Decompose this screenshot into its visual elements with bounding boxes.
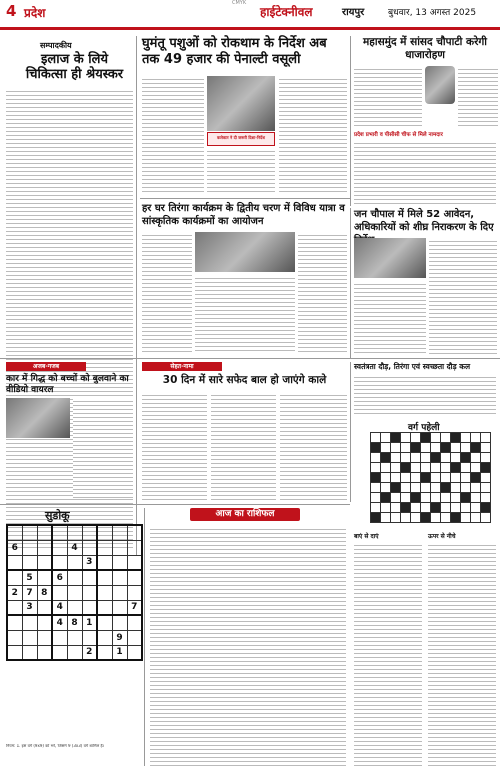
sudoku-cell[interactable] [7,615,22,630]
mahasamund-body-2 [458,66,498,128]
sudoku-cell[interactable]: 4 [67,540,82,555]
sudoku-cell[interactable]: 7 [22,585,37,600]
row-divider [0,504,350,505]
sudoku-cell[interactable] [97,645,112,660]
crossword-clues-across [354,542,422,766]
sudoku-cell[interactable] [112,525,127,540]
sudoku-cell[interactable]: 6 [7,540,22,555]
sehat-body-1 [142,392,207,500]
sudoku-cell[interactable] [112,615,127,630]
sudoku-cell[interactable] [22,540,37,555]
sudoku-cell[interactable] [37,630,52,645]
sudoku-cell[interactable] [127,615,142,630]
sudoku-cell[interactable] [127,630,142,645]
sudoku-cell[interactable] [97,570,112,585]
sudoku-cell[interactable] [37,615,52,630]
sudoku-cell[interactable] [82,570,97,585]
mahasamund-body [354,66,422,128]
sudoku-cell[interactable]: 5 [22,570,37,585]
sudoku-cell[interactable] [67,645,82,660]
sudoku-cell[interactable] [112,540,127,555]
sudoku-cell[interactable] [82,540,97,555]
sudoku-cell[interactable] [37,555,52,570]
ajab-body-2 [6,440,70,498]
lead-photo [207,76,275,131]
sudoku-cell[interactable] [82,600,97,615]
sudoku-cell[interactable] [97,525,112,540]
sudoku-cell[interactable] [22,615,37,630]
sudoku-cell[interactable] [82,585,97,600]
column-divider [144,508,145,766]
sudoku-cell[interactable] [52,555,67,570]
sudoku-cell[interactable] [37,540,52,555]
sudoku-cell[interactable] [7,555,22,570]
sudoku-cell[interactable]: 8 [37,585,52,600]
crossword-grid[interactable] [370,432,491,523]
sudoku-cell[interactable] [67,600,82,615]
sudoku-cell[interactable] [52,525,67,540]
sudoku-cell[interactable]: 4 [52,600,67,615]
city: रायपुर [342,7,365,18]
lead-body-3 [279,76,347,194]
sudoku-cell[interactable]: 9 [112,630,127,645]
lead-title: घुमंतू पशुओं को रोकथाम के निर्देश अब तक 49 हजार की पेनाल्टी वसूली [142,36,327,67]
sudoku-cell[interactable] [67,585,82,600]
sudoku-cell[interactable] [67,555,82,570]
sudoku-cell[interactable] [67,570,82,585]
janchaupal-photo [354,238,426,278]
sudoku-cell[interactable]: 1 [112,645,127,660]
swatantrata-body [354,374,496,416]
column-divider [350,208,351,358]
rashifal-title: आज का राशिफल [190,508,300,521]
janchaupal-body-2 [354,281,426,354]
sudoku-cell[interactable]: 4 [52,615,67,630]
tiranga-body-3 [298,232,347,354]
sudoku-cell[interactable] [97,600,112,615]
portrait-photo [425,66,455,104]
sudoku-cell[interactable] [127,585,142,600]
sudoku-cell[interactable] [67,630,82,645]
sudoku-cell[interactable] [127,570,142,585]
lead-body-1 [142,76,204,194]
sudoku-cell[interactable] [52,630,67,645]
crossword-title: वर्ग पहेली [408,423,440,433]
row-divider [140,198,350,199]
sudoku-cell[interactable] [52,645,67,660]
cmyk-mark: CMYK [232,0,247,6]
sehat-label: सेहत-नामा [142,362,222,371]
crossword-across-label: बाएं से दाएं [354,533,379,540]
crossword-down-label: ऊपर से नीचे [428,533,456,540]
swatantrata-title: स्वतंत्रता दौड़, तिरंगा एवं स्वच्छता दौड़ कल [354,362,471,371]
sudoku-grid[interactable] [6,524,143,661]
janchaupal-body-1 [429,238,497,354]
sudoku-cell[interactable] [37,570,52,585]
sehat-body-3 [280,392,347,500]
sudoku-cell[interactable] [112,585,127,600]
sudoku-cell[interactable] [22,525,37,540]
sudoku-cell[interactable] [37,525,52,540]
sehat-title: 30 दिन में सारे सफेद बाल हो जाएंगे काले [162,374,327,386]
sudoku-cell[interactable] [7,600,22,615]
masthead: हाईटेक्नीवल [260,5,313,19]
sudoku-cell[interactable] [112,570,127,585]
sudoku-cell[interactable] [7,645,22,660]
sudoku-cell[interactable]: 8 [67,615,82,630]
column-divider [136,362,137,502]
sudoku-cell[interactable] [127,555,142,570]
ajab-photo [6,398,70,438]
sudoku-note: नियम: 1. इस वर्ग (9x9) को भरें, जिसमें 9 (3x3) वर्ग शामिल हैं। [6,744,105,748]
editorial-label: सम्पादकीय [40,41,72,50]
row-divider [0,358,500,359]
sudoku-cell[interactable] [112,555,127,570]
sudoku-cell[interactable] [22,555,37,570]
ajab-body-1 [73,398,133,498]
sudoku-cell[interactable] [127,540,142,555]
janchaupal-title: जन चौपाल में मिले 52 आवेदन, अधिकारियों को शीघ्र निराकरण के दिए [354,209,494,233]
date: बुधवार, 13 अगस्त 2025 [388,8,477,18]
tiranga-photo [195,232,295,272]
sudoku-cell[interactable]: 2 [82,645,97,660]
sudoku-cell[interactable] [37,600,52,615]
sudoku-cell[interactable] [7,525,22,540]
rashifal-body [150,526,346,766]
sudoku-cell[interactable] [97,540,112,555]
editorial-title: इलाज के लिये चिकित्सा ही श्रेयस्कर [25,52,124,82]
sudoku-cell[interactable] [97,630,112,645]
column-divider [350,362,351,502]
sudoku-cell[interactable] [97,585,112,600]
sudoku-cell[interactable]: 1 [82,615,97,630]
page-number: 4 [6,2,17,20]
tiranga-title: हर घर तिरंगा कार्यक्रम के द्वितीय चरण में विविध यात्रा व सांस्कृतिक कार्यक्रमों का आयोजन [142,203,345,227]
mahasamund-title: महासमुंद में सांसद चौपाटी करेगी धाजारोहण [363,36,487,61]
sudoku-cell[interactable]: 3 [22,600,37,615]
sudoku-cell[interactable] [52,540,67,555]
sudoku-cell[interactable] [82,525,97,540]
sudoku-cell[interactable] [22,645,37,660]
sudoku-cell[interactable]: 6 [52,570,67,585]
sudoku-cell[interactable] [67,525,82,540]
sudoku-cell[interactable]: 7 [127,600,142,615]
sudoku-cell[interactable]: 2 [7,585,22,600]
section-title: प्रदेश [24,6,46,20]
sehat-body-2 [211,392,276,500]
tiranga-body-2 [195,275,295,354]
lead-inset: कलेक्टर ने दी जरूरी दिशा-निर्देश [207,132,275,146]
ajab-title: कार में गिद्ध को बच्चों को बुलवाने का वीडियो वायरल [6,374,129,395]
sudoku-cell[interactable] [37,645,52,660]
sudoku-cell[interactable] [127,645,142,660]
sudoku-cell[interactable]: 3 [82,555,97,570]
mahasamund-sub: प्रदेश प्रभारी व पीसीसी चीफ से मिले नामदार [354,132,443,138]
column-divider [350,36,351,206]
sudoku-cell[interactable] [97,615,112,630]
sudoku-cell[interactable] [97,555,112,570]
ajab-label: अजब-गजब [6,362,86,371]
sudoku-cell[interactable] [7,570,22,585]
sudoku-cell[interactable] [82,630,97,645]
sudoku-cell[interactable] [7,630,22,645]
sudoku-title: सुडोकू [45,509,70,522]
sudoku-cell[interactable] [112,600,127,615]
lead-body-2 [207,148,275,194]
tiranga-body-1 [142,232,192,354]
sudoku-cell[interactable] [22,630,37,645]
sudoku-cell[interactable] [52,585,67,600]
sudoku-cell[interactable] [127,525,142,540]
mahasamund-body-3 [354,140,496,204]
crossword-clues-down [428,542,496,766]
